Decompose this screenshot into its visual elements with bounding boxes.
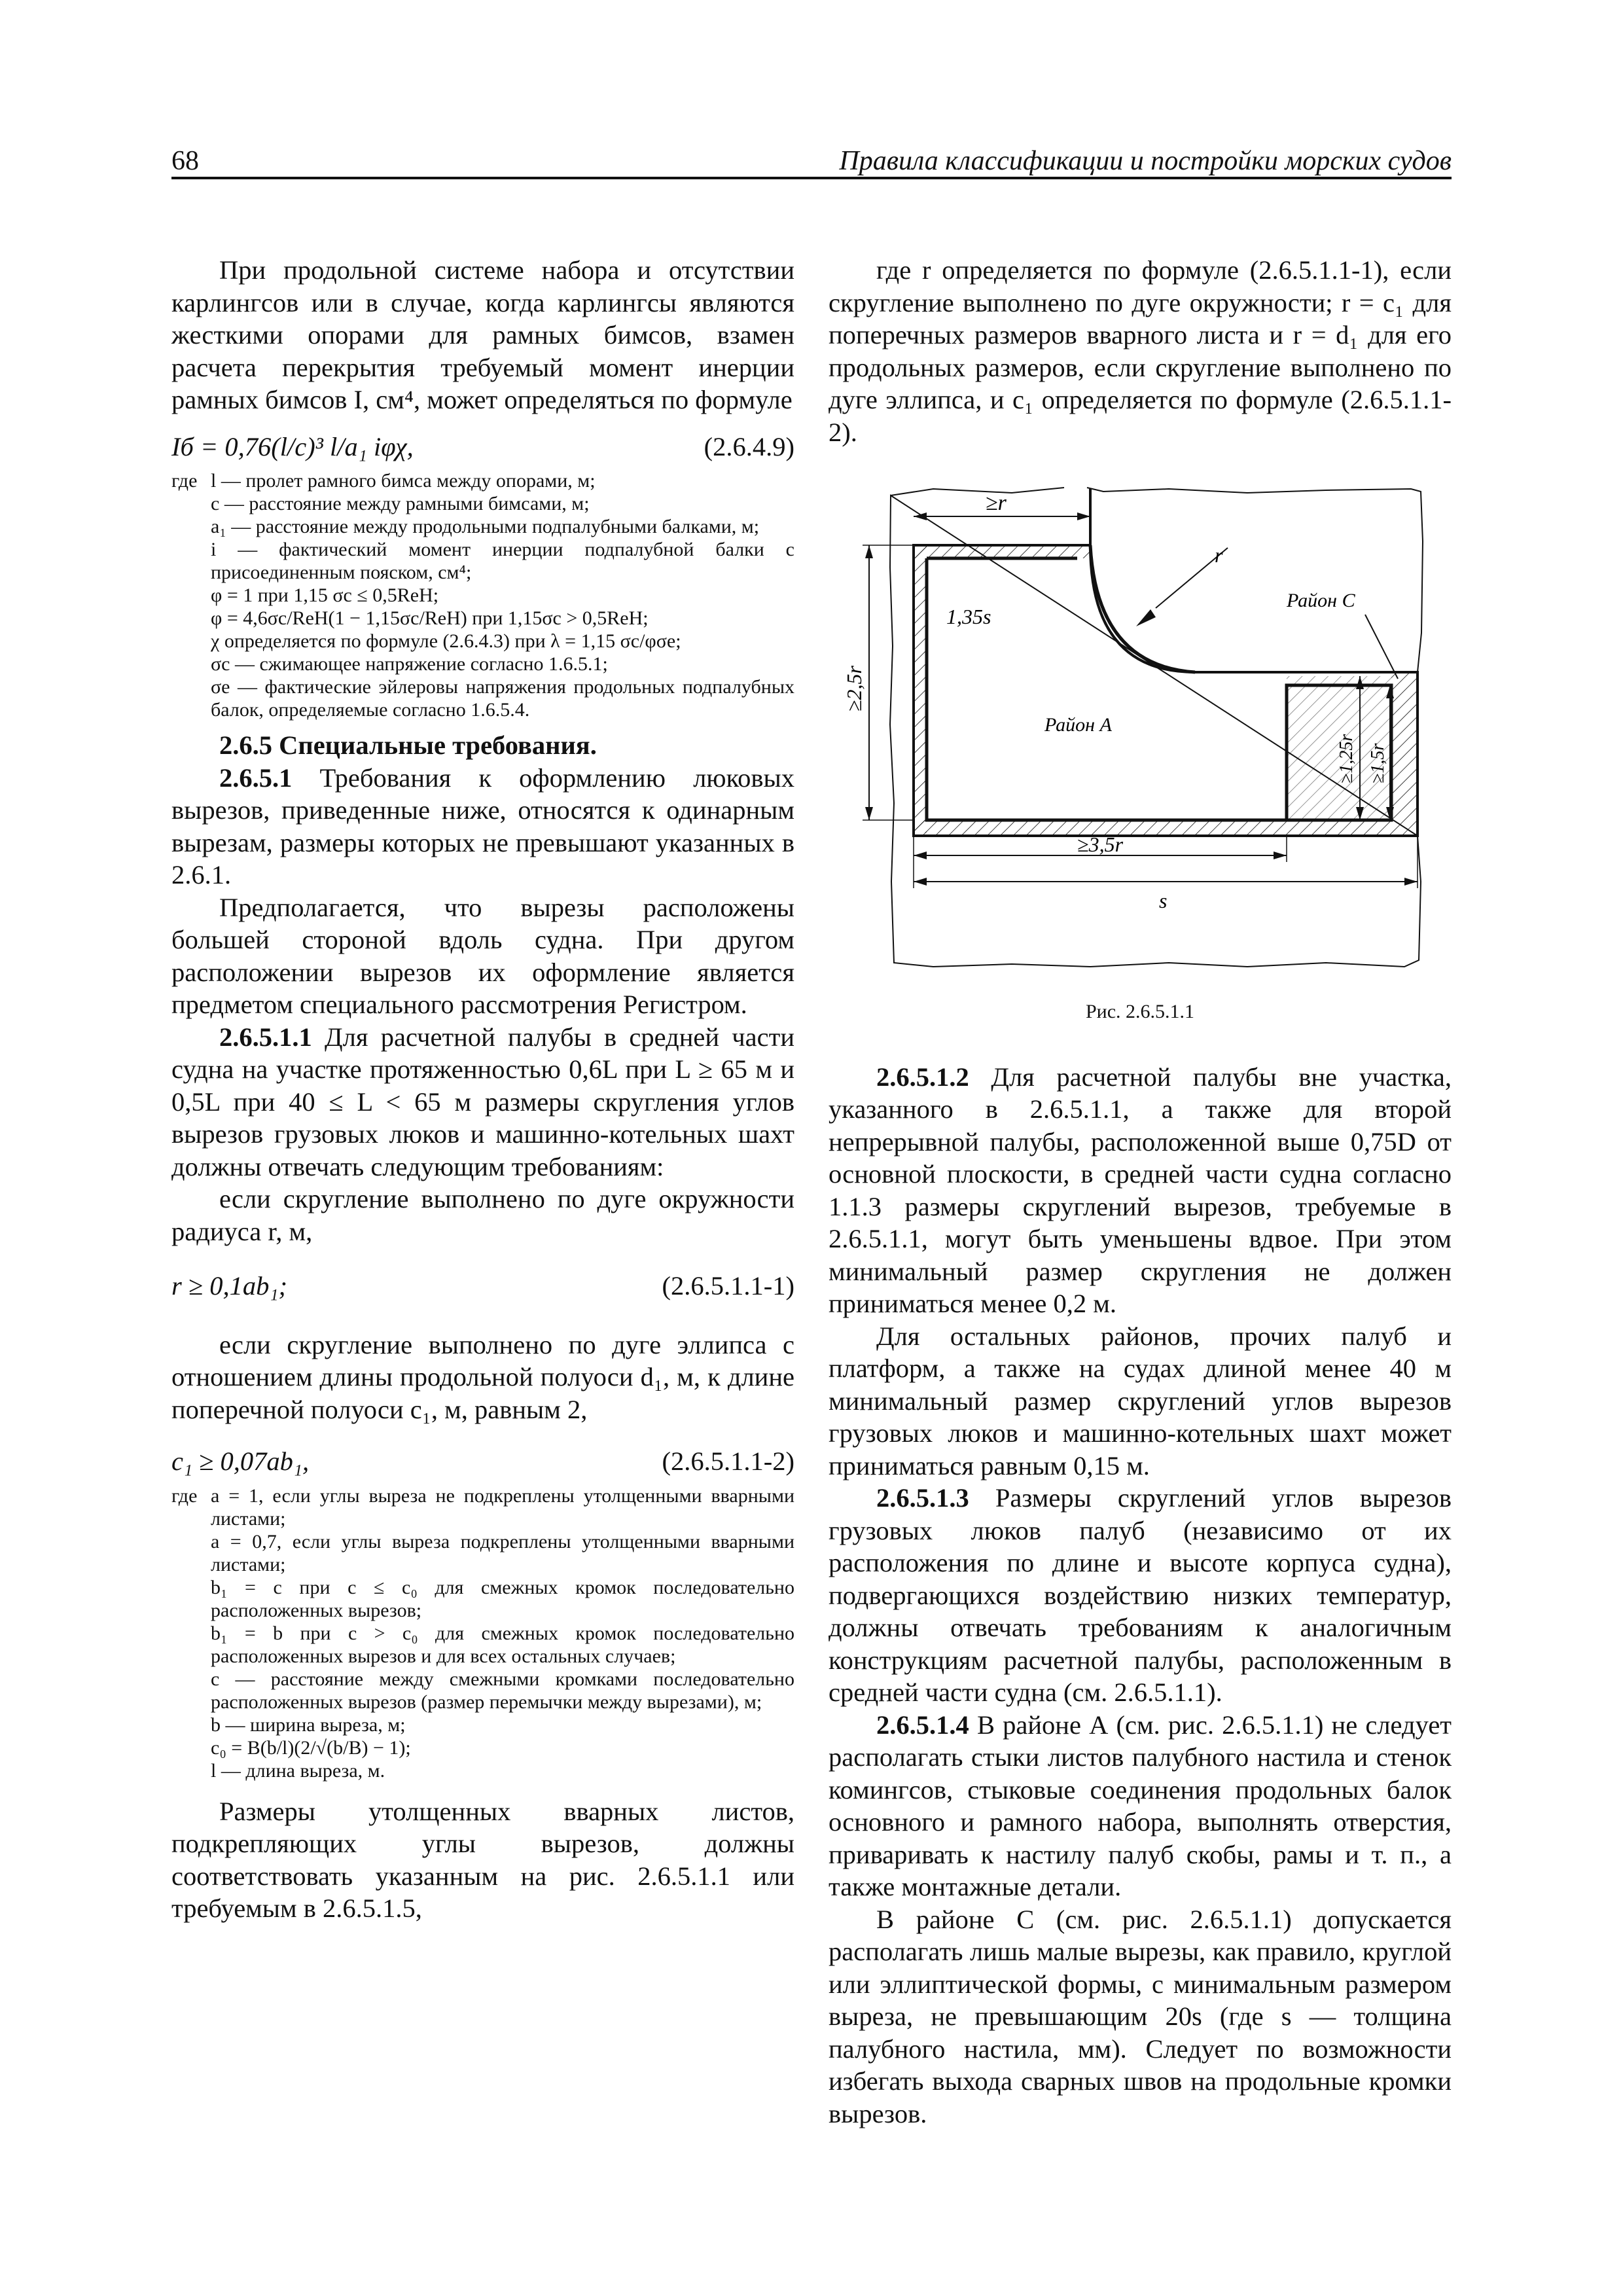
clause-number: 2.6.5.1.4 xyxy=(876,1710,969,1740)
dim-label-right-1: ≥1,25r xyxy=(1336,734,1357,783)
definition-row xyxy=(171,1484,794,1530)
header-divider xyxy=(171,177,1452,179)
definition-row xyxy=(171,1576,794,1622)
formula-number: (2.6.5.1.1-1) xyxy=(662,1271,794,1300)
definition-label xyxy=(171,630,211,653)
dim-label-top: ≥r xyxy=(986,491,1007,515)
paragraph: Предполагается, что вырезы расположены большей стороной вдоль судна. При другом расположении вырезов их оформление является предметом специального рассмотрения Регистром. xyxy=(171,892,794,1019)
definition-label: где xyxy=(171,470,198,492)
definition-row xyxy=(171,1668,794,1713)
definition-text: σe — фактические эйлеровы напряжения продольных подпалубных балок, определяемые согласно 1.6.5.4. xyxy=(211,676,794,721)
definition-text: b₁ = c при c ≤ c₀ для смежных кромок последовательно расположенных вырезов; xyxy=(211,1576,794,1621)
section-heading: 2.6.5 Специальные требования. xyxy=(219,730,597,760)
definition-text: c₀ = B(b/l)(2/√(b/B) − 1); xyxy=(211,1736,411,1759)
definition-label xyxy=(171,1759,211,1782)
definition-text: a = 0,7, если углы выреза подкреплены утолщенными вварными листами; xyxy=(211,1530,794,1575)
paragraph: где r определяется по формуле (2.6.5.1.1-1), если скругление выполнено по дуге окружности; r = c₁ для поперечных размеров вварного листа и r = d₁ для его продольных размеров, если скругление выполнено по дуге эллипса, и c₁ определяется по формуле (2.6.5.1.1-2). xyxy=(829,255,1452,447)
paragraph-text: В районе А (см. рис. 2.6.5.1.1) не следует располагать стыки листов палубного настила и стенок комингсов, стыковые соединения продольных балок основного и рамного набора, выполнять отверстия, приваривать к настилу палуб скобы, рамы и т. п., а также монтажные детали. xyxy=(829,1710,1452,1901)
definition-row xyxy=(171,630,794,653)
figure-hatch-corner xyxy=(829,463,1452,986)
definition-text: a₁ — расстояние между продольными подпалубными балками, м; xyxy=(211,516,760,537)
definition-row xyxy=(171,1736,794,1759)
definitions-list xyxy=(171,469,794,721)
figure-caption: Рис. 2.6.5.1.1 xyxy=(1085,1001,1195,1022)
definition-row xyxy=(171,584,794,607)
formula-number: (2.6.5.1.1-2) xyxy=(662,1446,794,1476)
formula-expression: Iб = 0,76(l/c)³ l/a₁ iφχ, xyxy=(171,431,414,461)
definition-text: a = 1, если углы выреза не подкреплены утолщенными вварными листами; xyxy=(211,1484,794,1530)
formula-2-6-5-1-1-1 xyxy=(171,1270,794,1302)
definition-row xyxy=(171,675,794,721)
fillet-arc xyxy=(1090,545,1195,672)
dim-label-bottom: ≥3,5r xyxy=(1077,833,1124,856)
definition-text: l — пролет рамного бимса между опорами, м; xyxy=(211,470,596,492)
dim-label-left: ≥2,5r xyxy=(842,665,866,711)
paragraph: В районе С (см. рис. 2.6.5.1.1) допускается располагать лишь малые вырезы, как правило, круглой или эллиптической формы, с минимальным размером выреза, не превышающим 20s (где s — толщина палубного настила, мм). Следует по возможности избегать выхода сварных швов на продольные кромки вырезов. xyxy=(829,1904,1452,2128)
paragraph-text: Размеры скруглений углов вырезов грузовых люков палуб (независимо от их расположения по длине и высоте корпуса судна), подвергающихся воздействию низких температур, должны отвечать требованиям к аналогичным конструкциям расчетной палубы, расположенным в средней части судна (см. 2.6.5.1.1). xyxy=(829,1483,1452,1707)
definition-label xyxy=(171,492,211,515)
formula-number: (2.6.4.9) xyxy=(704,431,794,461)
clause-number: 2.6.5.1.1 xyxy=(219,1022,312,1052)
definition-label xyxy=(171,1668,211,1713)
figure-drawing xyxy=(829,463,1452,986)
running-header-title: Правила классификации и постройки морских судов xyxy=(839,146,1452,176)
definition-row xyxy=(171,469,794,492)
paragraph-text: Для расчетной палубы в средней части судна на участке протяженностью 0,6L при L ≥ 65 м и 0,5L при 40 ≤ L < 65 м размеры скругления углов вырезов грузовых люков и машинно-котельных шахт должны отвечать следующим требованиям: xyxy=(171,1022,794,1181)
formula-2-6-4-9 xyxy=(171,431,794,463)
definition-label xyxy=(171,653,211,675)
right-column xyxy=(829,254,1452,2130)
paragraph: При продольной системе набора и отсутствии карлингсов или в случае, когда карлингсы являются жесткими опорами для рамных бимсов, взамен расчета перекрытия требуемый момент инерции рамных бимсов I, см⁴, может определяться по формуле xyxy=(171,255,794,414)
left-column xyxy=(171,254,794,1925)
definition-row xyxy=(171,492,794,515)
clause-number: 2.6.5.1 xyxy=(219,762,293,793)
paragraph: Размеры утолщенных вварных листов, подкрепляющих углы вырезов, должны соответствовать указанным на рис. 2.6.5.1.1 или требуемым в 2.6.5.1.5, xyxy=(171,1796,794,1923)
dim-label-radius: r xyxy=(1215,543,1223,567)
paragraph xyxy=(171,762,794,891)
definition-row xyxy=(171,607,794,630)
definition-label: где xyxy=(171,1484,198,1507)
definition-label xyxy=(171,515,211,538)
definition-text: χ определяется по формуле (2.6.4.3) при λ = 1,15 σc/φσe; xyxy=(211,630,681,652)
paragraph xyxy=(829,1709,1452,1903)
paragraph xyxy=(171,1021,794,1183)
page-number: 68 xyxy=(171,146,199,176)
definition-text: φ = 1 при 1,15 σc ≤ 0,5ReH; xyxy=(211,584,439,606)
definition-label xyxy=(171,675,211,721)
definition-label xyxy=(171,1736,211,1759)
definition-text: b — ширина выреза, м; xyxy=(211,1713,406,1736)
definition-text: c — расстояние между смежными кромками последовательно расположенных вырезов (размер перемычки между вырезами), м; xyxy=(211,1668,794,1713)
label-thickness: 1,35s xyxy=(946,605,991,628)
definition-row xyxy=(171,1530,794,1576)
paragraph xyxy=(829,1061,1452,1320)
definition-label xyxy=(171,1622,211,1668)
paragraph: если скругление выполнено по дуге окружности радиуса r, м, xyxy=(171,1184,794,1246)
definition-label xyxy=(171,607,211,630)
definition-row xyxy=(171,1713,794,1736)
definition-row xyxy=(171,653,794,675)
formula-expression: r ≥ 0,1ab₁; xyxy=(171,1271,287,1300)
definition-text: l — длина выреза, м. xyxy=(211,1759,385,1782)
paragraph: Для остальных районов, прочих палуб и платформ, а также на судах длиной менее 40 м минимальный размер скруглений углов вырезов грузовых люков и машинно-котельных шахт может приниматься равным 0,15 м. xyxy=(829,1321,1452,1480)
clause-number: 2.6.5.1.2 xyxy=(876,1062,969,1092)
definition-label xyxy=(171,1713,211,1736)
formula-expression: c₁ ≥ 0,07ab₁, xyxy=(171,1446,310,1476)
dim-label-s: s xyxy=(1159,889,1168,912)
label-zone-c: Район C xyxy=(1287,590,1355,611)
definition-row xyxy=(171,1622,794,1668)
definition-text: σc — сжимающее напряжение согласно 1.6.5.1; xyxy=(211,653,608,675)
definition-label xyxy=(171,538,211,584)
dim-label-right-2: ≥1,5r xyxy=(1368,743,1388,783)
definition-text: c — расстояние между рамными бимсами, м; xyxy=(211,493,590,514)
definition-row xyxy=(171,515,794,538)
definition-label xyxy=(171,1576,211,1622)
label-zone-a: Район A xyxy=(1044,714,1112,736)
paragraph xyxy=(829,1482,1452,1709)
definitions-list xyxy=(171,1484,794,1782)
clause-number: 2.6.5.1.3 xyxy=(876,1483,969,1513)
definition-label xyxy=(171,1530,211,1576)
definition-label xyxy=(171,584,211,607)
definition-row xyxy=(171,1759,794,1782)
paragraph: если скругление выполнено по дуге эллипса с отношением длины продольной полуоси d₁, м, к длине поперечной полуоси c₁, м, равным 2, xyxy=(171,1329,794,1424)
paragraph-text: Для расчетной палубы вне участка, указанного в 2.6.5.1.1, а также для второй непрерывной палубы, расположенной выше 0,75D от основной плоскости, в средней части судна согласно 1.1.3 размеры скруглений вырезов, требуемые в 2.6.5.1.1, могут быть уменьшены вдвое. При этом минимальный размер скругления не должен приниматься менее 0,2 м. xyxy=(829,1062,1452,1318)
formula-2-6-5-1-1-2 xyxy=(171,1445,794,1478)
definition-row xyxy=(171,538,794,584)
definition-text: φ = 4,6σc/ReH(1 − 1,15σc/ReH) при 1,15σc > 0,5ReH; xyxy=(211,607,649,629)
definition-text: i — фактический момент инерции подпалубной балки с присоединенным пояском, см⁴; xyxy=(211,539,794,583)
paragraph-text: Требования к оформлению люковых вырезов, приведенные ниже, относятся к одинарным вырезам, размеры которых не превышают указанных в 2.6.1. xyxy=(171,762,795,889)
definition-text: b₁ = b при c > c₀ для смежных кромок последовательно расположенных вырезов и для всех остальных случаев; xyxy=(211,1622,794,1667)
